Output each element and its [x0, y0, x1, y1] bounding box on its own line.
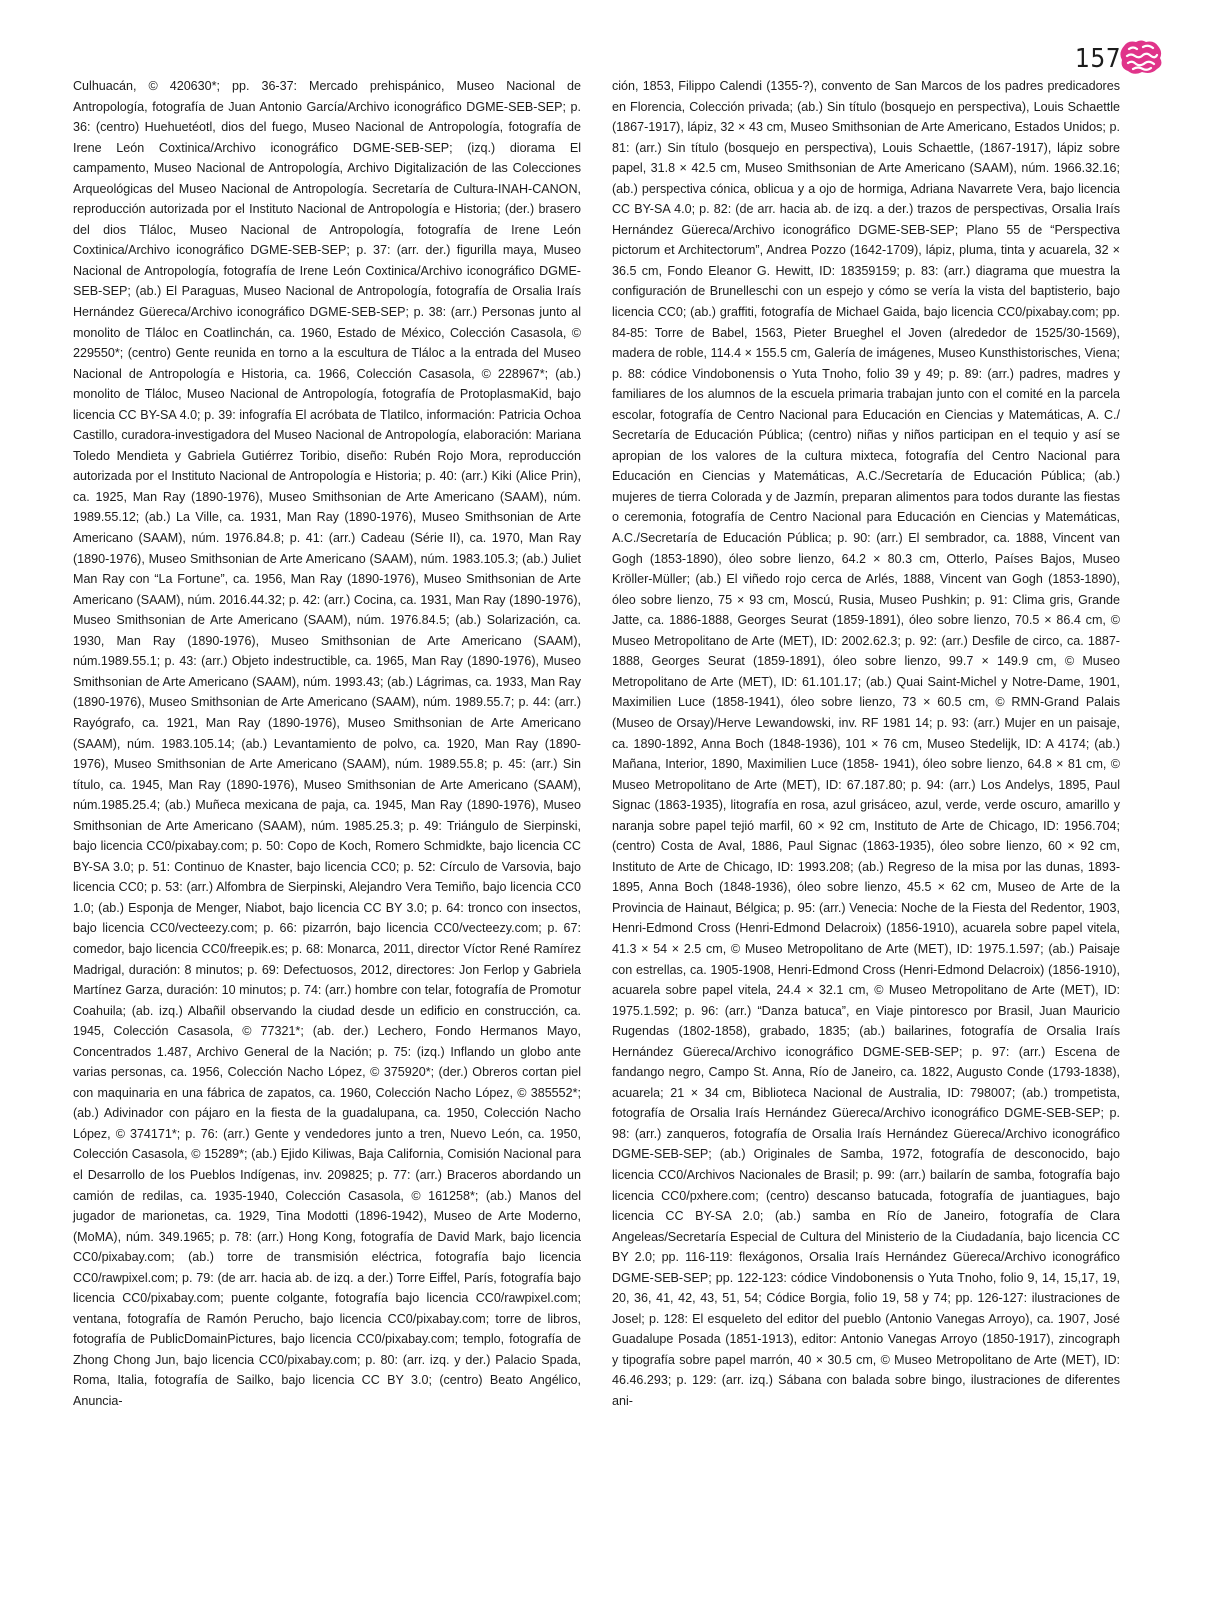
credits-column-left — [73, 76, 581, 1412]
credits-text-left: Culhuacán, © 420630*; pp. 36-37: Mercado prehispánico, Museo Nacional de Antropología, fotografía de Juan Antonio García/Archivo iconográfico DGME-SEB-SEP; p. 36: (centro) Huehuetéotl, dios del fuego, Museo Nacional de Antropología, fotografía de Irene León Coxtinica/Archivo iconográfico DGME-SEB-SEP; (izq.) diorama El campamento, Museo Nacional de Antropología, Archivo Digitalización de las Colecciones Arqueológicas del Museo Nacional de Antropología. Secretaría de Cultura-INAH-CANON, reproducción autorizada por el Instituto Nacional de Antropología e Historia; (der.) brasero del dios Tláloc, Museo Nacional de Antropología, fotografía de Irene León Coxtinica/Archivo iconográfico DGME-SEB-SEP; p. 37: (arr. der.) figurilla maya, Museo Nacional de Antropología, fotografía de Irene León Coxtinica/Archivo iconográfico DGME-SEB-SEP; (ab.) El Paraguas, Museo Nacional de Antropología, fotografía de Orsalia Iraís Hernández Güereca/Archivo iconográfico DGME-SEB-SEP; p. 38: (arr.) Personas junto al monolito de Tláloc en Coatlinchán, ca. 1960, Estado de México, Colección Casasola, © 229550*; (centro) Gente reunida en torno a la escultura de Tláloc a la entrada del Museo Nacional de Antropología e Historia, ca. 1966, Colección Casasola, © 228967*; (ab.) monolito de Tláloc, Museo Nacional de Antropología, fotografía de ProtoplasmaKid, bajo licencia CC BY-SA 4.0; p. 39: infografía El acróbata de Tlatilco, información: Patricia Ochoa Castillo, curadora-investigadora del Museo Nacional de Antropología, elaboración: Mariana Toledo Mendieta y Gabriela Gutiérrez Toribio, diseño: Rubén Rojo Mora, reproducción autorizada por el Instituto Nacional de Antropología e Historia; p. 40: (arr.) Kiki (Alice Prin), ca. 1925, Man Ray (1890-1976), Museo Smithsonian de Arte Americano (SAAM), núm. 1989.55.12; (ab.) La Ville, ca. 1931, Man Ray (1890-1976), Museo Smithsonian de Arte Americano (SAAM), núm. 1976.84.8; p. 41: (arr.) Cadeau (Série II), ca. 1970, Man Ray (1890-1976), Museo Smithsonian de Arte Americano (SAAM), núm. 1983.105.3; (ab.) Juliet Man Ray con “La Fortune”, ca. 1956, Man Ray (1890-1976), Museo Smithsonian de Arte Americano (SAAM), núm. 2016.44.32; p. 42: (arr.) Cocina, ca. 1931, Man Ray (1890-1976), Museo Smithsonian de Arte Americano (SAAM), núm. 1976.84.5; (ab.) Solarización, ca. 1930, Man Ray (1890-1976), Museo Smithsonian de Arte Americano (SAAM), núm.1989.55.1; p. 43: (arr.) Objeto indestructible, ca. 1965, Man Ray (1890-1976), Museo Smithsonian de Arte Americano (SAAM), núm. 1993.43; (ab.) Lágrimas, ca. 1933, Man Ray (1890-1976), Museo Smithsonian de Arte Americano (SAAM), núm. 1989.55.7; p. 44: (arr.) Rayógrafo, ca. 1921, Man Ray (1890-1976), Museo Smithsonian de Arte Americano (SAAM), núm. 1983.105.14; (ab.) Levantamiento de polvo, ca. 1920, Man Ray (1890-1976), Museo Smithsonian de Arte Americano (SAAM), núm. 1989.55.8; p. 45: (arr.) Sin título, ca. 1945, Man Ray (1890-1976), Museo Smithsonian de Arte Americano (SAAM), núm.1985.25.4; (ab.) Muñeca mexicana de paja, ca. 1945, Man Ray (1890-1976), Museo Smithsonian de Arte Americano (SAAM), núm. 1985.25.3; p. 49: Triángulo de Sierpinski, bajo licencia CC0/pixabay.com; p. 50: Copo de Koch, Romero Schmidkte, bajo licencia CC BY-SA 3.0; p. 51: Continuo de Knaster, bajo licencia CC0; p. 52: Círculo de Varsovia, bajo licencia CC0; p. 53: (arr.) Alfombra de Sierpinski, Alejandro Vera Temiño, bajo licencia CC0 1.0; (ab.) Esponja de Menger, Niabot, bajo licencia CC BY 3.0; p. 64: tronco con insectos, bajo licencia CC0/vecteezy.com; p. 66: pizarrón, bajo licencia CC0/vecteezy.com; p. 67: comedor, bajo licencia CC0/freepik.es; p. 68: Monarca, 2011, director Víctor René Ramírez Madrigal, duración: 8 minutos; p. 69: Defectuosos, 2012, directores: Jon Ferlop y Gabriela Martínez Garza, duración: 10 minutos; p. 74: (arr.) hombre con telar, fotografía de Promotur Coahuila; (ab. izq.) Albañil observando la ciudad desde un edificio en construcción, ca. 1945, Colección Casasola, © 77321*; (ab. der.) Lechero, Fondo Hermanos Mayo, Concentrados 1.487, Archivo General de la Nación; p. 75: (izq.) Inflando un globo ante varias personas, ca. 1956, Colección Nacho López, © 375920*; (der.) Obreros cortan piel con maquinaria en una fábrica de zapatos, ca. 1960, Colección Nacho López, © 385552*; (ab.) Adivinador con pájaro en la fiesta de la guadalupana, ca. 1950, Colección Nacho López, © 374171*; p. 76: (arr.) Gente y vendedores junto a tren, Nuevo León, ca. 1950, Colección Casasola, © 15289*; (ab.) Ejido Kiliwas, Baja California, Comisión Nacional para el Desarrollo de los Pueblos Indígenas, inv. 209825; p. 77: (arr.) Braceros abordando un camión de redilas, ca. 1935-1940, Colección Casasola, © 161258*; (ab.) Manos del jugador de marionetas, ca. 1929, Tina Modotti (1896-1942), Museo de Arte Moderno, (MoMA), núm. 349.1965; p. 78: (arr.) Hong Kong, fotografía de David Mark, bajo licencia CC0/pixabay.com; (ab.) torre de transmisión eléctrica, fotografía bajo licencia CC0/rawpixel.com; p. 79: (de arr. hacia ab. de izq. a der.) Torre Eiffel, París, fotografía bajo licencia CC0/pixabay.com; puente colgante, fotografía bajo licencia CC0/rawpixel.com; ventana, fotografía de Ramón Perucho, bajo licencia CC0/pixabay.com; torre de libros, fotografía de PublicDomainPictures, bajo licencia CC0/pixabay.com; templo, fotografía de Zhong Chong Jun, bajo licencia CC0/pixabay.com; p. 80: (arr. izq. y der.) Palacio Spada, Roma, Italia, fotografía de Sailko, bajo licencia CC BY 3.0; (centro) Beato Angélico, Anuncia- — [73, 79, 581, 1408]
credits-column-right — [612, 76, 1120, 1412]
page-number: 157 — [1075, 44, 1122, 74]
credits-text-right: ción, 1853, Filippo Calendi (1355-?), convento de San Marcos de los padres predicadores en Florencia, Colección privada; (ab.) Sin título (bosquejo en perspectiva), Louis Schaettle (1867-1917), lápiz, 32 × 43 cm, Museo Smithsonian de Arte Americano, Estados Unidos; p. 81: (arr.) Sin título (bosquejo en perspectiva), Louis Schaettle, (1867-1917), lápiz sobre papel, 31.8 × 42.5 cm, Museo Smithsonian de Arte Americano (SAAM), núm. 1966.32.16; (ab.) perspectiva cónica, oblicua y a ojo de hormiga, Adriana Navarrete Vera, bajo licencia CC BY-SA 4.0; p. 82: (de arr. hacia ab. de izq. a der.) trazos de perspectivas, Orsalia Iraís Hernández Güereca/Archivo iconográfico DGME-SEB-SEP; Plano 55 de “Perspectiva pictorum et Architectorum”, Andrea Pozzo (1642-1709), lápiz, pluma, tinta y acuarela, 32 × 36.5 cm, Fondo Eleanor G. Hewitt, ID: 18359159; p. 83: (arr.) diagrama que muestra la configuración de Brunelleschi con un espejo y cómo se vería la vista del baptisterio, bajo licencia CC0; (ab.) graffiti, fotografía de Michael Gaida, bajo licencia CC0/pixabay.com; pp. 84-85: Torre de Babel, 1563, Pieter Brueghel el Joven (alrededor de 1525/30-1569), madera de roble, 114.4 × 155.5 cm, Galería de imágenes, Museo Kunsthistorisches, Viena; p. 88: códice Vindobonensis o Yuta Tnoho, folio 39 y 49; p. 89: (arr.) padres, madres y familiares de los alumnos de la escuela primaria trabajan junto con el comité en la parcela escolar, fotografía de Centro Nacional para Educación en Ciencias y Matemáticas, A. C./ Secretaría de Educación Pública; (centro) niñas y niños participan en el tequio y así se apropian de los valores de la cultura mixteca, fotografía del Centro Nacional para Educación en Ciencias y Matemáticas, A.C./Secretaría de Educación Pública; (ab.) mujeres de tierra Colorada y de Jazmín, preparan alimentos para todos durante las fiestas o ceremonia, fotografía de Centro Nacional para Educación en Ciencias y Matemáticas, A.C./Secretaría de Educación Pública; p. 90: (arr.) El sembrador, ca. 1888, Vincent van Gogh (1853-1890), óleo sobre lienzo, 64.2 × 80.3 cm, Otterlo, Países Bajos, Museo Kröller-Müller; (ab.) El viñedo rojo cerca de Arlés, 1888, Vincent van Gogh (1853-1890), óleo sobre lienzo, 75 × 93 cm, Moscú, Rusia, Museo Pushkin; p. 91: Clima gris, Grande Jatte, ca. 1886-1888, Georges Seurat (1859-1891), óleo sobre lienzo, 70.5 × 86.4 cm, © Museo Metropolitano de Arte (MET), ID: 2002.62.3; p. 92: (arr.) Desfile de circo, ca. 1887-1888, Georges Seurat (1859-1891), óleo sobre lienzo, 99.7 × 149.9 cm, © Museo Metropolitano de Arte (MET), ID: 61.101.17; (ab.) Quai Saint-Michel y Notre-Dame, 1901, Maximilien Luce (1858-1941), óleo sobre lienzo, 73 × 60.5 cm, © RMN-Grand Palais (Museo de Orsay)/Herve Lewandowski, inv. RF 1981 14; p. 93: (arr.) Mujer en un paisaje, ca. 1890-1892, Anna Boch (1848-1936), 101 × 76 cm, Museo Stedelijk, ID: A 4174; (ab.) Mañana, Interior, 1890, Maximilien Luce (1858- 1941), óleo sobre lienzo, 64.8 × 81 cm, © Museo Metropolitano de Arte (MET), ID: 67.187.80; p. 94: (arr.) Los Andelys, 1895, Paul Signac (1863-1935), litografía en rosa, azul grisáceo, azul, verde, verde oscuro, amarillo y naranja sobre papel tejió marfil, 60 × 92 cm, Instituto de Arte de Chicago, ID: 1956.704; (centro) Costa de Aval, 1886, Paul Signac (1863-1935), óleo sobre lienzo, 60 × 92 cm, Instituto de Arte de Chicago, ID: 1993.208; (ab.) Regreso de la misa por las dunas, 1893-1895, Anna Boch (1848-1936), óleo sobre lienzo, 45.5 × 62 cm, Museo de Arte de la Provincia de Hainaut, Bélgica; p. 95: (arr.) Venecia: Noche de la Fiesta del Redentor, 1903, Henri-Edmond Cross (Henri-Edmond Delacroix) (1856-1910), acuarela sobre papel vitela, 41.3 × 54 × 2.5 cm, © Museo Metropolitano de Arte (MET), ID: 1975.1.597; (ab.) Paisaje con estrellas, ca. 1905-1908, Henri-Edmond Cross (Henri-Edmond Delacroix) (1856-1910), acuarela sobre papel vitela, 24.4 × 32.1 cm, © Museo Metropolitano de Arte (MET), ID: 1975.1.592; p. 96: (arr.) “Danza batuca”, en Viaje pintoresco por Brasil, Juan Mauricio Rugendas (1802-1858), grabado, 1835; (ab.) bailarines, fotografía de Orsalia Iraís Hernández Güereca/Archivo iconográfico DGME-SEB-SEP; p. 97: (arr.) Escena de fandango negro, Campo St. Anna, Río de Janeiro, ca. 1822, Augusto Conde (1793-1838), acuarela; 21 × 34 cm, Biblioteca Nacional de Australia, ID: 798007; (ab.) trompetista, fotografía de Orsalia Iraís Hernández Güereca/Archivo iconográfico DGME-SEB-SEP; p. 98: (arr.) zanqueros, fotografía de Orsalia Iraís Hernández Güereca/Archivo iconográfico DGME-SEB-SEP; (ab.) Originales de Samba, 1972, fotografía de desconocido, bajo licencia CC0/Archivos Nacionales de Brasil; p. 99: (arr.) bailarín de samba, fotografía bajo licencia CC0/pxhere.com; (centro) descanso batucada, fotografía de juantiagues, bajo licencia CC BY-SA 2.0; (ab.) samba en Río de Janeiro, fotografía de Clara Angeleas/Secretaría Especial de Cultura del Ministerio de la Ciudadanía, bajo licencia CC BY 2.0; pp. 116-119: flexágonos, Orsalia Iraís Hernández Güereca/Archivo iconográfico DGME-SEB-SEP; pp. 122-123: códice Vindobonensis o Yuta Tnoho, folio 9, 14, 15,17, 19, 20, 36, 41, 42, 43, 51, 54; Códice Borgia, folio 19, 58 y 74; pp. 126-127: ilustraciones de Josel; p. 128: El esqueleto del editor del pueblo (Antonio Vanegas Arroyo), ca. 1907, José Guadalupe Posada (1851-1913), editor: Antonio Vanegas Arroyo (1850-1917), zincograph y tipografía sobre papel marrón, 40 × 30.5 cm, © Museo Metropolitano de Arte (MET), ID: 46.46.293; p. 129: (arr. izq.) Sábana con balada sobre bingo, ilustraciones de diferentes ani- — [612, 79, 1120, 1408]
pink-glyph-logo-icon — [1118, 38, 1164, 76]
